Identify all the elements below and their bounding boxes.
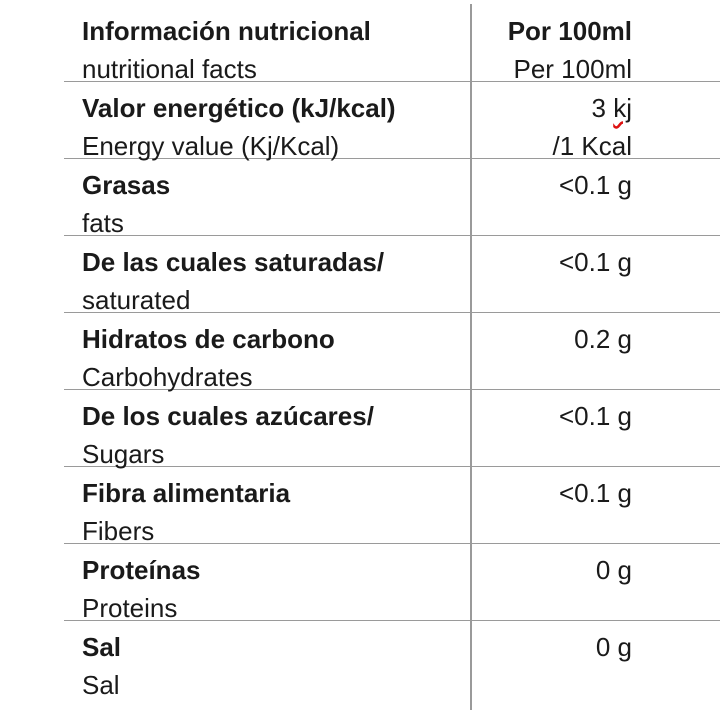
row-value: 0 g — [595, 632, 632, 662]
row-label-en: Proteins — [82, 593, 178, 623]
row-label-en: Fibers — [82, 516, 155, 546]
row-value: 0.2 g — [574, 324, 632, 354]
row-value-energy-kcal: /1 Kcal — [552, 131, 632, 161]
row-label-cell — [82, 320, 462, 396]
row-label-en: fats — [82, 208, 124, 238]
row-label-en: saturated — [82, 285, 191, 315]
row-label-es: Sal — [82, 632, 122, 662]
table-row-sugars — [64, 389, 720, 467]
row-value-cell — [462, 397, 632, 435]
row-value-cell — [462, 243, 632, 281]
row-label-cell — [82, 397, 462, 473]
header-per-es: Por 100ml — [507, 16, 632, 46]
row-label-es: De los cuales azúcares/ — [82, 401, 374, 431]
table-row-fibers — [64, 466, 720, 544]
row-value: <0.1 g — [558, 478, 632, 508]
row-label-es: Valor energético (kJ/kcal) — [82, 93, 396, 123]
table-row-energy — [64, 81, 720, 159]
table-row-carbohydrates — [64, 312, 720, 390]
row-label-cell — [82, 166, 462, 242]
header-value-cell — [462, 12, 632, 88]
row-label-cell — [82, 551, 462, 627]
nutrition-table — [64, 4, 720, 716]
row-value-cell — [462, 89, 632, 165]
row-value: 0 g — [595, 555, 632, 585]
row-label-en: Sal — [82, 670, 120, 700]
header-label-cell — [82, 12, 462, 88]
row-value-cell — [462, 551, 632, 589]
row-label-es: Fibra alimentaria — [82, 478, 291, 508]
row-label-cell — [82, 243, 462, 319]
row-label-en: Energy value (Kj/Kcal) — [82, 131, 340, 161]
row-label-cell — [82, 89, 462, 165]
row-value: <0.1 g — [558, 170, 632, 200]
row-value: <0.1 g — [558, 401, 632, 431]
row-label-en: Sugars — [82, 439, 165, 469]
header-title-es: Información nutricional — [82, 16, 371, 46]
table-header-row — [64, 4, 720, 82]
row-value-cell — [462, 166, 632, 204]
row-label-es: Proteínas — [82, 555, 201, 585]
energy-kj-number: 3 — [591, 93, 606, 123]
table-row-fats — [64, 158, 720, 236]
row-value-energy-kj — [462, 89, 632, 127]
energy-kj-unit: kj — [613, 93, 632, 123]
table-row-proteins — [64, 543, 720, 621]
table-row-salt — [64, 620, 720, 700]
row-label-es: Hidratos de carbono — [82, 324, 335, 354]
header-title-en: nutritional facts — [82, 54, 257, 84]
table-row-saturated — [64, 235, 720, 313]
row-value-cell — [462, 628, 632, 666]
row-value-cell — [462, 474, 632, 512]
row-value-cell — [462, 320, 632, 358]
row-label-es: Grasas — [82, 170, 171, 200]
header-per-en: Per 100ml — [513, 54, 632, 84]
row-value: <0.1 g — [558, 247, 632, 277]
row-label-cell — [82, 628, 462, 704]
row-label-cell — [82, 474, 462, 550]
row-label-es: De las cuales saturadas/ — [82, 247, 385, 277]
row-label-en: Carbohydrates — [82, 362, 253, 392]
